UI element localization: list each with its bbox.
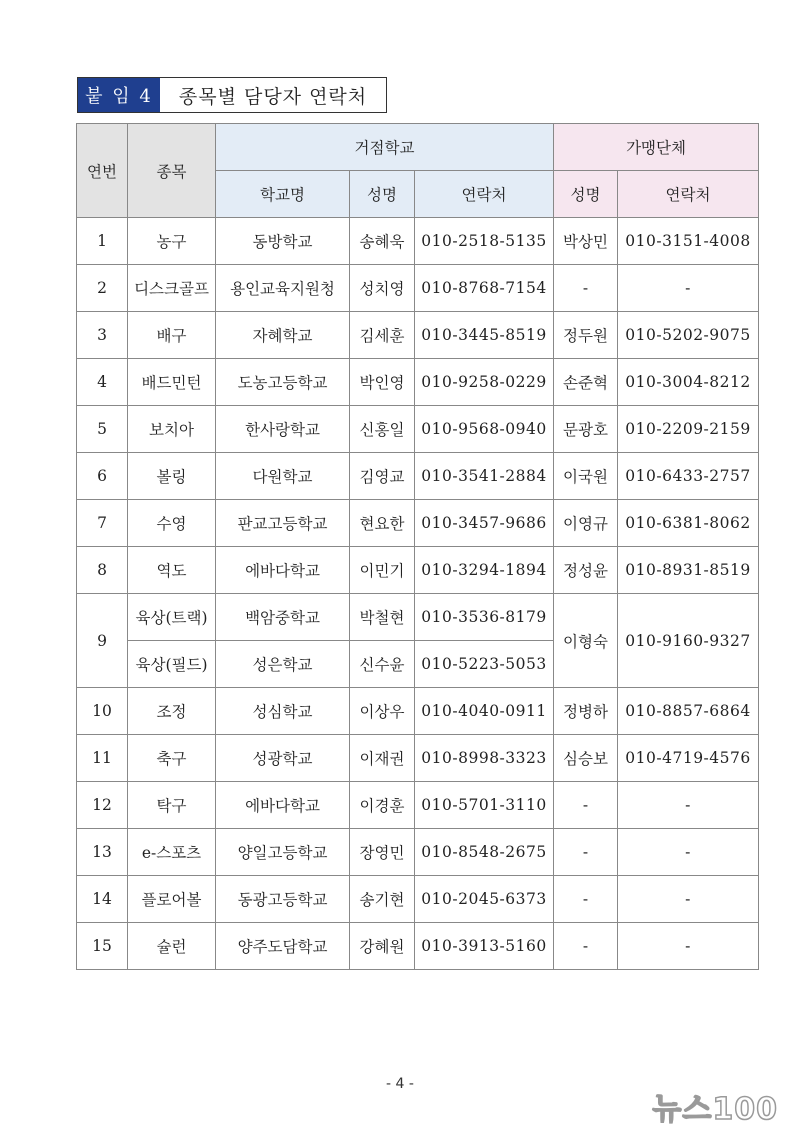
row-number: 1 (77, 218, 128, 265)
school-cell: 다원학교 (216, 453, 350, 500)
affiliate-phone-cell: 010-4719-4576 (618, 735, 759, 782)
contact-name-cell: 박철현 (350, 594, 415, 641)
header-no: 연번 (77, 124, 128, 218)
sport-cell: 플로어볼 (128, 876, 216, 923)
sport-cell: 배드민턴 (128, 359, 216, 406)
contact-phone-cell: 010-9568-0940 (415, 406, 554, 453)
affiliate-name-cell: 이영규 (554, 500, 618, 547)
affiliate-phone-cell: 010-9160-9327 (618, 594, 759, 688)
contact-phone-cell: 010-5701-3110 (415, 782, 554, 829)
contact-name-cell: 강혜원 (350, 923, 415, 970)
table-row (77, 406, 759, 453)
contact-phone-cell: 010-3445-8519 (415, 312, 554, 359)
contact-name-cell: 이민기 (350, 547, 415, 594)
contact-phone-cell: 010-4040-0911 (415, 688, 554, 735)
header-affiliate-contact: 연락처 (618, 171, 759, 218)
sport-cell: 농구 (128, 218, 216, 265)
affiliate-name-cell: 문광호 (554, 406, 618, 453)
news-logo: 뉴스100 (652, 1092, 778, 1127)
table-row (77, 218, 759, 265)
row-number: 15 (77, 923, 128, 970)
school-cell: 도농고등학교 (216, 359, 350, 406)
row-number: 10 (77, 688, 128, 735)
school-cell: 에바다학교 (216, 782, 350, 829)
sport-cell: 육상(트랙) (128, 594, 216, 641)
sport-cell: 보치아 (128, 406, 216, 453)
sport-cell: 축구 (128, 735, 216, 782)
contact-name-cell: 신수윤 (350, 641, 415, 688)
contact-phone-cell: 010-3294-1894 (415, 547, 554, 594)
header-affiliate: 가맹단체 (554, 124, 759, 171)
affiliate-name-cell: - (554, 265, 618, 312)
row-number: 11 (77, 735, 128, 782)
table-row (77, 782, 759, 829)
contact-phone-cell: 010-8998-3323 (415, 735, 554, 782)
row-number: 12 (77, 782, 128, 829)
contact-name-cell: 신홍일 (350, 406, 415, 453)
row-number: 13 (77, 829, 128, 876)
row-number: 7 (77, 500, 128, 547)
school-cell: 동방학교 (216, 218, 350, 265)
sport-cell: 육상(필드) (128, 641, 216, 688)
school-cell: 양일고등학교 (216, 829, 350, 876)
contact-name-cell: 이재권 (350, 735, 415, 782)
affiliate-name-cell: 이형숙 (554, 594, 618, 688)
sport-cell: 디스크골프 (128, 265, 216, 312)
sport-cell: 역도 (128, 547, 216, 594)
school-cell: 판교고등학교 (216, 500, 350, 547)
school-cell: 한사랑학교 (216, 406, 350, 453)
affiliate-phone-cell: 010-8857-6864 (618, 688, 759, 735)
row-number: 6 (77, 453, 128, 500)
affiliate-phone-cell: 010-2209-2159 (618, 406, 759, 453)
table-row (77, 547, 759, 594)
contact-phone-cell: 010-9258-0229 (415, 359, 554, 406)
table-row (77, 312, 759, 359)
affiliate-name-cell: 심승보 (554, 735, 618, 782)
contact-phone-cell: 010-3913-5160 (415, 923, 554, 970)
table-row (77, 923, 759, 970)
affiliate-name-cell: 정두원 (554, 312, 618, 359)
table-row (77, 688, 759, 735)
row-number: 9 (77, 594, 128, 688)
table-row (77, 453, 759, 500)
row-number: 14 (77, 876, 128, 923)
affiliate-phone-cell: 010-8931-8519 (618, 547, 759, 594)
affiliate-phone-cell: 010-6433-2757 (618, 453, 759, 500)
affiliate-name-cell: 박상민 (554, 218, 618, 265)
contact-name-cell: 이상우 (350, 688, 415, 735)
affiliate-name-cell: - (554, 782, 618, 829)
school-cell: 성광학교 (216, 735, 350, 782)
contact-name-cell: 현요한 (350, 500, 415, 547)
affiliate-name-cell: 정병하 (554, 688, 618, 735)
sport-cell: 탁구 (128, 782, 216, 829)
header-affiliate-name: 성명 (554, 171, 618, 218)
attachment-title-box (77, 77, 387, 113)
affiliate-phone-cell: - (618, 265, 759, 312)
sport-cell: 수영 (128, 500, 216, 547)
row-number: 5 (77, 406, 128, 453)
sport-cell: 볼링 (128, 453, 216, 500)
header-sport: 종목 (128, 124, 216, 218)
table-row (77, 265, 759, 312)
header-contact: 연락처 (415, 171, 554, 218)
affiliate-phone-cell: 010-6381-8062 (618, 500, 759, 547)
row-number: 2 (77, 265, 128, 312)
table-row (77, 594, 759, 641)
sport-cell: 배구 (128, 312, 216, 359)
affiliate-name-cell: 이국원 (554, 453, 618, 500)
table-row (77, 735, 759, 782)
affiliate-phone-cell: 010-3004-8212 (618, 359, 759, 406)
contact-name-cell: 김영교 (350, 453, 415, 500)
contact-table (76, 123, 759, 970)
school-cell: 용인교육지원청 (216, 265, 350, 312)
school-cell: 성은학교 (216, 641, 350, 688)
affiliate-name-cell: 손준혁 (554, 359, 618, 406)
school-cell: 백암중학교 (216, 594, 350, 641)
affiliate-phone-cell: 010-3151-4008 (618, 218, 759, 265)
affiliate-phone-cell: - (618, 782, 759, 829)
school-cell: 양주도담학교 (216, 923, 350, 970)
affiliate-phone-cell: - (618, 829, 759, 876)
contact-phone-cell: 010-5223-5053 (415, 641, 554, 688)
row-number: 4 (77, 359, 128, 406)
affiliate-name-cell: - (554, 876, 618, 923)
sport-cell: 조정 (128, 688, 216, 735)
contact-phone-cell: 010-3457-9686 (415, 500, 554, 547)
table-row (77, 829, 759, 876)
school-cell: 성심학교 (216, 688, 350, 735)
affiliate-phone-cell: - (618, 876, 759, 923)
school-cell: 에바다학교 (216, 547, 350, 594)
affiliate-name-cell: 정성윤 (554, 547, 618, 594)
contact-name-cell: 송혜욱 (350, 218, 415, 265)
contact-phone-cell: 010-2518-5135 (415, 218, 554, 265)
affiliate-name-cell: - (554, 923, 618, 970)
header-school-name: 학교명 (216, 171, 350, 218)
school-cell: 자혜학교 (216, 312, 350, 359)
contact-name-cell: 장영민 (350, 829, 415, 876)
contact-name-cell: 성치영 (350, 265, 415, 312)
contact-phone-cell: 010-2045-6373 (415, 876, 554, 923)
table-row (77, 876, 759, 923)
contact-name-cell: 이경훈 (350, 782, 415, 829)
affiliate-phone-cell: - (618, 923, 759, 970)
row-number: 3 (77, 312, 128, 359)
table-row (77, 359, 759, 406)
affiliate-phone-cell: 010-5202-9075 (618, 312, 759, 359)
sport-cell: 슐런 (128, 923, 216, 970)
affiliate-name-cell: - (554, 829, 618, 876)
page-number: - 4 - (386, 1076, 414, 1092)
sport-cell: e-스포츠 (128, 829, 216, 876)
contact-phone-cell: 010-8768-7154 (415, 265, 554, 312)
contact-phone-cell: 010-8548-2675 (415, 829, 554, 876)
table-row (77, 500, 759, 547)
attachment-tag: 붙 임 4 (78, 78, 160, 112)
row-number: 8 (77, 547, 128, 594)
contact-phone-cell: 010-3541-2884 (415, 453, 554, 500)
header-base-school: 거점학교 (216, 124, 554, 171)
document-title: 종목별 담당자 연락처 (160, 78, 386, 112)
contact-name-cell: 송기현 (350, 876, 415, 923)
contact-name-cell: 김세훈 (350, 312, 415, 359)
header-name: 성명 (350, 171, 415, 218)
contact-name-cell: 박인영 (350, 359, 415, 406)
contact-phone-cell: 010-3536-8179 (415, 594, 554, 641)
school-cell: 동광고등학교 (216, 876, 350, 923)
